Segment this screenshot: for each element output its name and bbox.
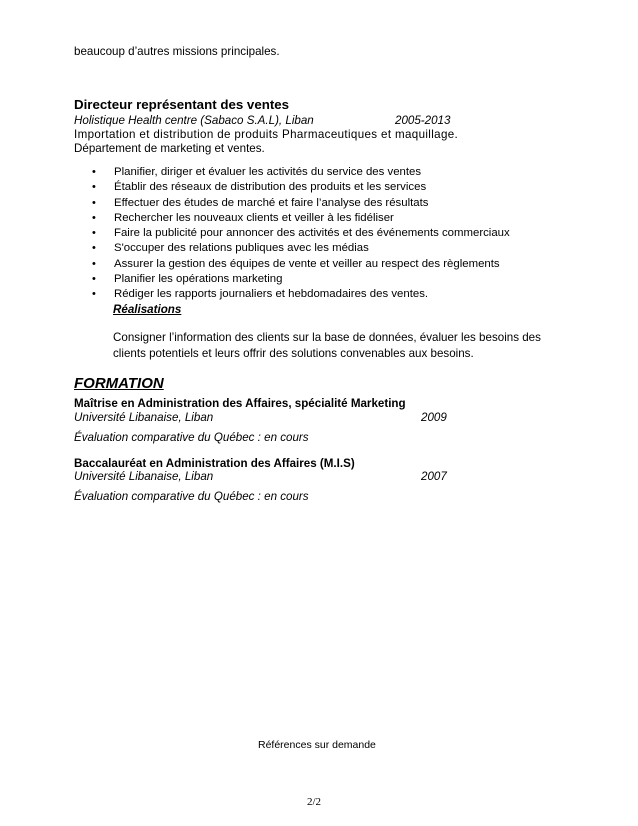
degree-evaluation: Évaluation comparative du Québec : en cours: [74, 431, 309, 444]
duty-text: Rechercher les nouveaux clients et veiller à les fidéliser: [114, 211, 394, 224]
bullet-icon: •: [92, 166, 96, 178]
bullet-icon: •: [92, 288, 96, 301]
page-number: 2/2: [307, 796, 322, 808]
bullet-icon: •: [92, 211, 96, 224]
job-title: Directeur représentant des ventes: [74, 97, 290, 112]
job-dates: 2005-2013: [395, 114, 451, 127]
bullet-icon: •: [92, 273, 96, 286]
list-item: [92, 257, 510, 272]
bullet-icon: •: [92, 242, 96, 255]
list-item: [92, 272, 510, 287]
list-item: [92, 226, 510, 241]
list-item: [92, 196, 510, 211]
degree-title: Baccalauréat en Administration des Affaires (M.I.S): [74, 457, 355, 470]
duty-text: Établir des réseaux de distribution des produits et les services: [114, 181, 427, 194]
formation-heading: FORMATION: [74, 375, 164, 392]
bullet-icon: •: [92, 257, 96, 270]
duty-text: Faire la publicité pour annoncer des activités et des événements commerciaux: [114, 227, 510, 240]
job-description-line-1: Importation et distribution de produits Pharmaceutiques et maquillage.: [74, 128, 459, 141]
degree-year: 2009: [421, 411, 447, 424]
job-description-line-2: Département de marketing et ventes.: [74, 142, 265, 155]
duty-text: Assurer la gestion des équipes de vente et veiller au respect des règlements: [114, 257, 500, 270]
references-note: Références sur demande: [258, 739, 376, 751]
duty-text: Planifier les opérations marketing: [114, 273, 283, 286]
list-item: [92, 287, 510, 302]
list-item: [92, 211, 510, 226]
job-company: Holistique Health centre (Sabaco S.A.L), Liban: [74, 114, 314, 127]
degree-school: Université Libanaise, Liban: [74, 411, 214, 424]
job-duties-list: [92, 165, 510, 303]
degree-title: Maîtrise en Administration des Affaires, spécialité Marketing: [74, 397, 406, 410]
bullet-icon: •: [92, 227, 96, 240]
list-item: [92, 241, 510, 256]
duty-text: Rédiger les rapports journaliers et hebdomadaires des ventes.: [114, 288, 429, 301]
list-item: [92, 165, 510, 180]
list-item: [92, 180, 510, 195]
degree-school: Université Libanaise, Liban: [74, 470, 214, 483]
realisations-heading: Réalisations: [113, 303, 182, 316]
bullet-icon: •: [92, 181, 96, 194]
degree-evaluation: Évaluation comparative du Québec : en cours: [74, 490, 309, 503]
degree-year: 2007: [421, 470, 447, 483]
duty-text: Planifier, diriger et évaluer les activités du service des ventes: [114, 166, 422, 178]
bullet-icon: •: [92, 196, 96, 209]
realisations-text: Consigner l’information des clients sur la base de données, évaluer les besoins des clients potentiels et leurs offrir des solutions convenables aux besoins.: [113, 331, 541, 360]
duty-text: S'occuper des relations publiques avec les médias: [114, 242, 369, 255]
intro-continuation-text: beaucoup d’autres missions principales.: [74, 45, 280, 58]
duty-text: Effectuer des études de marché et faire l’analyse des résultats: [114, 196, 429, 209]
